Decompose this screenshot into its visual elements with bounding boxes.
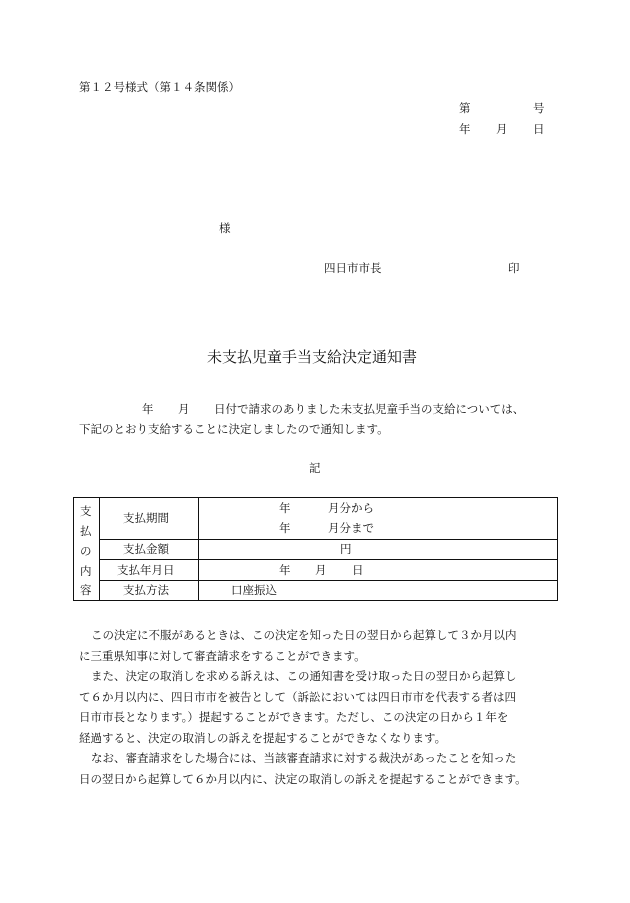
document-title: 未支払児童手当支給決定通知書 — [207, 348, 418, 366]
date-year: 年 — [459, 122, 471, 136]
notice-line: この決定に不服があるときは、この決定を知った日の翌日から起算して３か月以内 — [91, 628, 517, 642]
seal-mark: 印 — [508, 261, 520, 275]
amount-unit: 円 — [340, 542, 352, 556]
payment-date-month: 月 — [315, 563, 327, 577]
ref-go: 号 — [533, 101, 545, 115]
intro-line2: 下記のとおり支給することに決定しましたので通知します。 — [79, 422, 389, 436]
ki-mark: 記 — [309, 461, 321, 475]
payment-date-label: 支払年月日 — [117, 563, 175, 577]
addressee-suffix: 様 — [219, 221, 231, 235]
side-label-char: 内 — [80, 564, 92, 578]
side-label-char: 容 — [80, 583, 92, 597]
form-number: 第１２号様式（第１４条関係） — [79, 80, 240, 94]
amount-label: 支払金額 — [123, 542, 169, 556]
side-label-char: 支 — [80, 504, 92, 518]
date-day: 日 — [533, 122, 545, 136]
side-label-char: 払 — [80, 524, 92, 538]
issuer-name: 四日市市長 — [324, 261, 382, 275]
period-from-year: 年 — [279, 501, 291, 515]
payment-date-year: 年 — [279, 563, 291, 577]
method-value: 口座振込 — [231, 583, 277, 597]
notice-line: また、決定の取消しを求める訴えは、この通知書を受け取った日の翌日から起算し — [91, 669, 517, 683]
period-to-year: 年 — [279, 521, 291, 535]
intro-line1: 日付で請求のありました未支払児童手当の支給については、 — [214, 402, 525, 416]
intro-month: 月 — [178, 402, 190, 416]
period-to: 月分まで — [328, 521, 374, 535]
notice-line: に三重県知事に対して審査請求をすることができます。 — [79, 648, 366, 663]
notice-line: なお、審査請求をした場合には、当該審査請求に対する裁決があったことを知った — [91, 751, 517, 765]
method-label: 支払方法 — [123, 583, 169, 597]
notice-line: 日市市長となります。）提起することができます。ただし、この決定の日から１年を — [79, 710, 509, 724]
side-label-char: の — [80, 544, 92, 558]
period-from: 月分から — [328, 501, 374, 515]
notice-line: 経過すると、決定の取消しの訴えを提起することができなくなります。 — [79, 730, 447, 745]
period-label: 支払期間 — [123, 511, 169, 525]
intro-year: 年 — [142, 402, 154, 416]
notice-line: 日の翌日から起算して６か月以内に、決定の取消しの訴えを提起することができます。 — [79, 771, 527, 786]
notice-text — [79, 625, 559, 789]
date-month: 月 — [496, 122, 508, 136]
payment-date-day: 日 — [352, 563, 364, 577]
notice-line: て６か月以内に、四日市市を被告として（訴訟においては四日市市を代表する者は四 — [79, 689, 516, 704]
payment-table — [73, 497, 558, 601]
ref-dai: 第 — [459, 101, 471, 115]
